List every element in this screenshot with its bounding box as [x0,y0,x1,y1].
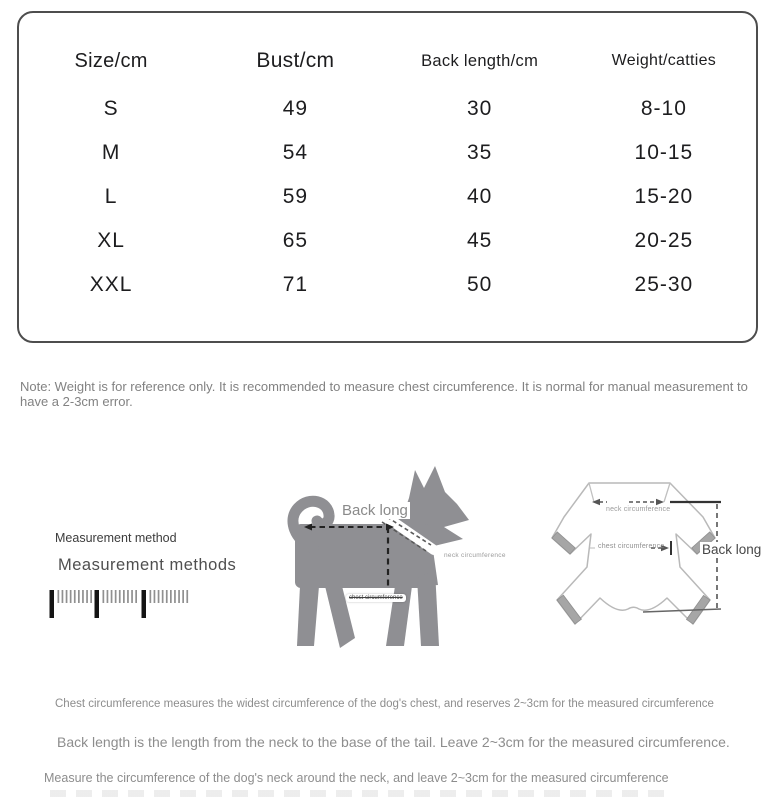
measurement-methods-title: Measurement methods [58,556,237,574]
garment-outline-diagram [545,472,776,657]
cell-bust: 54 [282,141,309,164]
cell-back: 40 [466,185,493,208]
weight-note: Note: Weight is for reference only. It is recommended to measure chest circumference. It is normal for manual measurement to have a 2-3cm error. [20,379,748,409]
size-table [17,11,758,343]
ruler-icon [46,587,196,621]
table-row [19,87,756,131]
header-weight: Weight/catties [611,52,717,69]
dog-silhouette [295,466,469,648]
measurement-method-title: Measurement method [55,531,177,545]
size-table-header-row [19,35,756,87]
cell-weight: 20-25 [634,229,694,252]
cell-back: 50 [466,273,493,296]
garment-back-long-label: Back long [702,542,762,557]
cell-weight: 10-15 [634,141,694,164]
table-row [19,131,756,175]
garment-chest-circumference-label: chest circumference [598,543,665,550]
cell-back: 35 [466,141,493,164]
dog-chest-circumference-label: chest circumference [346,594,406,602]
cell-back: 45 [466,229,493,252]
cell-bust: 71 [282,273,309,296]
cell-back: 30 [466,97,493,120]
cell-size: L [104,185,118,208]
faded-text-line [50,790,670,797]
cell-size: XXL [89,273,133,296]
cell-bust: 65 [282,229,309,252]
cell-weight: 25-30 [634,273,694,296]
cell-bust: 59 [282,185,309,208]
cell-size: M [101,141,121,164]
table-row [19,175,756,219]
cell-size: S [103,97,119,120]
table-row [19,263,756,307]
back-length-description: Back length is the length from the neck to the base of the tail. Leave 2~3cm for the measured circumference. [57,734,730,750]
dog-back-long-label: Back long [342,502,408,519]
garment-neck-circumference-label: neck circumference [606,506,671,513]
neck-description: Measure the circumference of the dog's neck around the neck, and leave 2~3cm for the measured circumference [44,771,669,785]
cell-size: XL [97,229,125,252]
header-size: Size/cm [74,49,148,72]
table-row [19,219,756,263]
cell-weight: 15-20 [634,185,694,208]
dog-neck-circumference-label: neck circumference [444,552,506,559]
garment-outline [552,483,715,624]
header-bust: Bust/cm [256,49,335,72]
header-back-length: Back length/cm [421,51,539,70]
cell-weight: 8-10 [640,97,687,120]
cell-bust: 49 [282,97,309,120]
chest-description: Chest circumference measures the widest circumference of the dog's chest, and reserves 2~3cm for the measured circumference [55,698,714,710]
